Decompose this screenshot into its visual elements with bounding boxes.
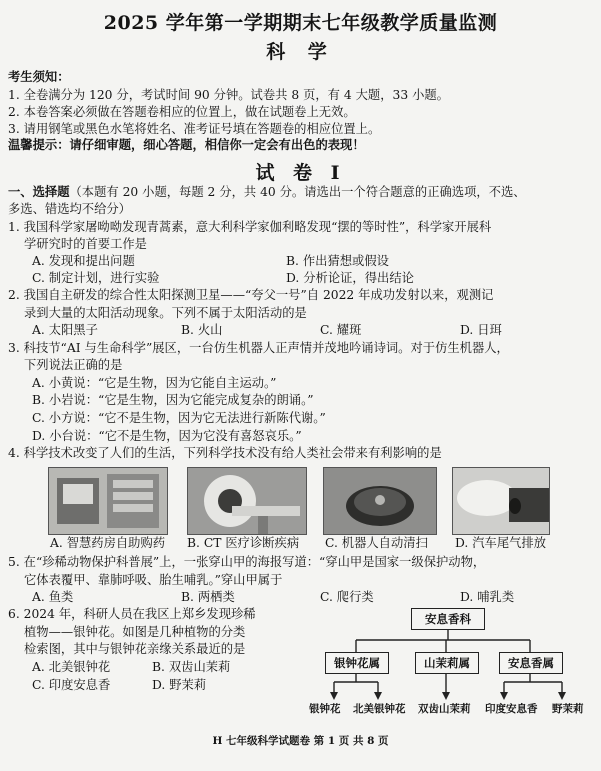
q4-option-b: B. CT 医疗诊断疾病 bbox=[187, 536, 300, 550]
q1-stem-2: 学研究时的首要工作是 bbox=[24, 237, 147, 251]
q2-stem-2: 录到大量的太阳活动现象。下列不属于太阳活动的是 bbox=[24, 306, 307, 320]
q2-option-d: D. 日珥 bbox=[460, 323, 502, 337]
q5-option-c: C. 爬行类 bbox=[320, 590, 374, 604]
notice-item-2: 2. 本卷答案必须做在答题卷相应的位置上，做在试题卷上无效。 bbox=[8, 105, 356, 119]
q6-stem-3: 检索图，其中与银钟花亲缘关系最近的是 bbox=[24, 642, 246, 656]
notice-heading: 考生须知： bbox=[8, 69, 70, 84]
part1-intro bbox=[8, 183, 526, 201]
q2-option-b: B. 火山 bbox=[181, 323, 223, 337]
q1-option-c: C. 制定计划，进行实验 bbox=[32, 271, 160, 285]
q6-option-a: A. 北美银钟花 bbox=[32, 660, 111, 674]
q1-stem-1: 1. 我国科学家屠呦呦发现青蒿素，意大利科学家伽利略发现“摆的等时性”，科学家开展科 bbox=[8, 220, 492, 234]
q3-stem-2: 下列说法正确的是 bbox=[24, 358, 123, 372]
ct-scanner-photo bbox=[187, 467, 307, 535]
tip-text: 请仔细审题，细心答题，相信你一定会有出色的表现！ bbox=[69, 137, 365, 152]
tree-genus-halesia: 山茉莉属 bbox=[415, 652, 479, 674]
q5-option-d: D. 哺乳类 bbox=[460, 590, 515, 604]
q4-option-d: D. 汽车尾气排放 bbox=[455, 536, 547, 550]
tree-species-1: 银钟花 bbox=[309, 703, 341, 715]
q5-stem-1: 5. 在“珍稀动物保护科普展”上，一张穿山甲的海报写道：“穿山甲是国家一级保护动物， bbox=[8, 555, 486, 569]
q3-option-d: D. 小台说：“它不是生物，因为它没有喜怒哀乐。” bbox=[32, 429, 302, 443]
part1-intro-2: 多选、错选均不给分） bbox=[8, 202, 131, 216]
q4-option-c: C. 机器人自动清扫 bbox=[325, 536, 428, 550]
q4-option-a: A. 智慧药房自助购药 bbox=[50, 536, 166, 550]
tree-species-5: 野茉莉 bbox=[552, 703, 584, 715]
part1-intro-1: （本题有 20 小题，每题 2 分，共 40 分。请选出一个符合题意的正确选项，不选、 bbox=[69, 185, 526, 199]
q6-stem-2: 植物——银钟花。如图是几种植物的分类 bbox=[24, 625, 246, 639]
tip-label: 温馨提示： bbox=[8, 137, 70, 152]
part1-heading: 一、选择题 bbox=[8, 184, 70, 199]
q4-stem: 4. 科学技术改变了人们的生活，下列科学技术没有给人类社会带来有利影响的是 bbox=[8, 446, 442, 460]
q5-option-b: B. 两栖类 bbox=[181, 590, 235, 604]
page-footer: H 七年级科学试题卷 第 1 页 共 8 页 bbox=[212, 735, 389, 747]
q3-option-c: C. 小方说：“它不是生物，因为它无法进行新陈代谢。” bbox=[32, 411, 326, 425]
tree-genus-silverbell: 银钟花属 bbox=[325, 652, 389, 674]
q3-option-b: B. 小岩说：“它是生物，因为它能完成复杂的朗诵。” bbox=[32, 393, 314, 407]
q1-option-a: A. 发现和提出问题 bbox=[32, 254, 135, 268]
q5-stem-2: 它体表覆甲、靠肺呼吸、胎生哺乳。”穿山甲属于 bbox=[24, 573, 283, 587]
q2-option-a: A. 太阳黑子 bbox=[32, 323, 98, 337]
q6-option-b: B. 双齿山茉莉 bbox=[152, 660, 231, 674]
paper-section-title: 试 卷 Ⅰ bbox=[255, 162, 346, 184]
robot-vacuum-photo bbox=[323, 467, 437, 535]
q6-stem-1: 6. 2024 年，科研人员在我区上郑乡发现珍稀 bbox=[8, 607, 256, 621]
q2-stem-1: 2. 我国自主研发的综合性太阳探测卫星——“夸父一号”自 2022 年成功发射以来，观测记 bbox=[8, 288, 494, 302]
pharmacy-photo bbox=[48, 467, 168, 535]
tree-species-2: 北美银钟花 bbox=[353, 703, 406, 715]
q1-option-b: B. 作出猜想或假设 bbox=[286, 254, 389, 268]
notice-item-3: 3. 请用钢笔或黑色水笔将姓名、准考证号填在答题卷的相应位置上。 bbox=[8, 122, 381, 136]
exam-title: 2025 学年第一学期期末七年级教学质量监测 bbox=[103, 12, 498, 34]
tree-root-family: 安息香科 bbox=[411, 608, 485, 630]
q5-option-a: A. 鱼类 bbox=[32, 590, 74, 604]
car-exhaust-photo bbox=[452, 467, 550, 535]
tree-species-3: 双齿山茉莉 bbox=[418, 703, 471, 715]
tree-species-4: 印度安息香 bbox=[485, 703, 538, 715]
subject-title: 科 学 bbox=[266, 41, 335, 63]
q2-option-c: C. 耀斑 bbox=[320, 323, 362, 337]
q1-option-d: D. 分析论证，得出结论 bbox=[286, 271, 414, 285]
q6-option-d: D. 野茉莉 bbox=[152, 678, 207, 692]
tree-genus-styrax: 安息香属 bbox=[499, 652, 563, 674]
q3-stem-1: 3. 科技节“AI 与生命科学”展区，一台仿生机器人正声情并茂地吟诵诗词。对于仿生机器人， bbox=[8, 341, 509, 355]
q6-option-c: C. 印度安息香 bbox=[32, 678, 111, 692]
q3-option-a: A. 小黄说：“它是生物，因为它能自主运动。” bbox=[32, 376, 277, 390]
notice-item-1: 1. 全卷满分为 120 分，考试时间 90 分钟。试卷共 8 页，有 4 大题，33 小题。 bbox=[8, 88, 449, 102]
tip-line bbox=[8, 136, 365, 154]
